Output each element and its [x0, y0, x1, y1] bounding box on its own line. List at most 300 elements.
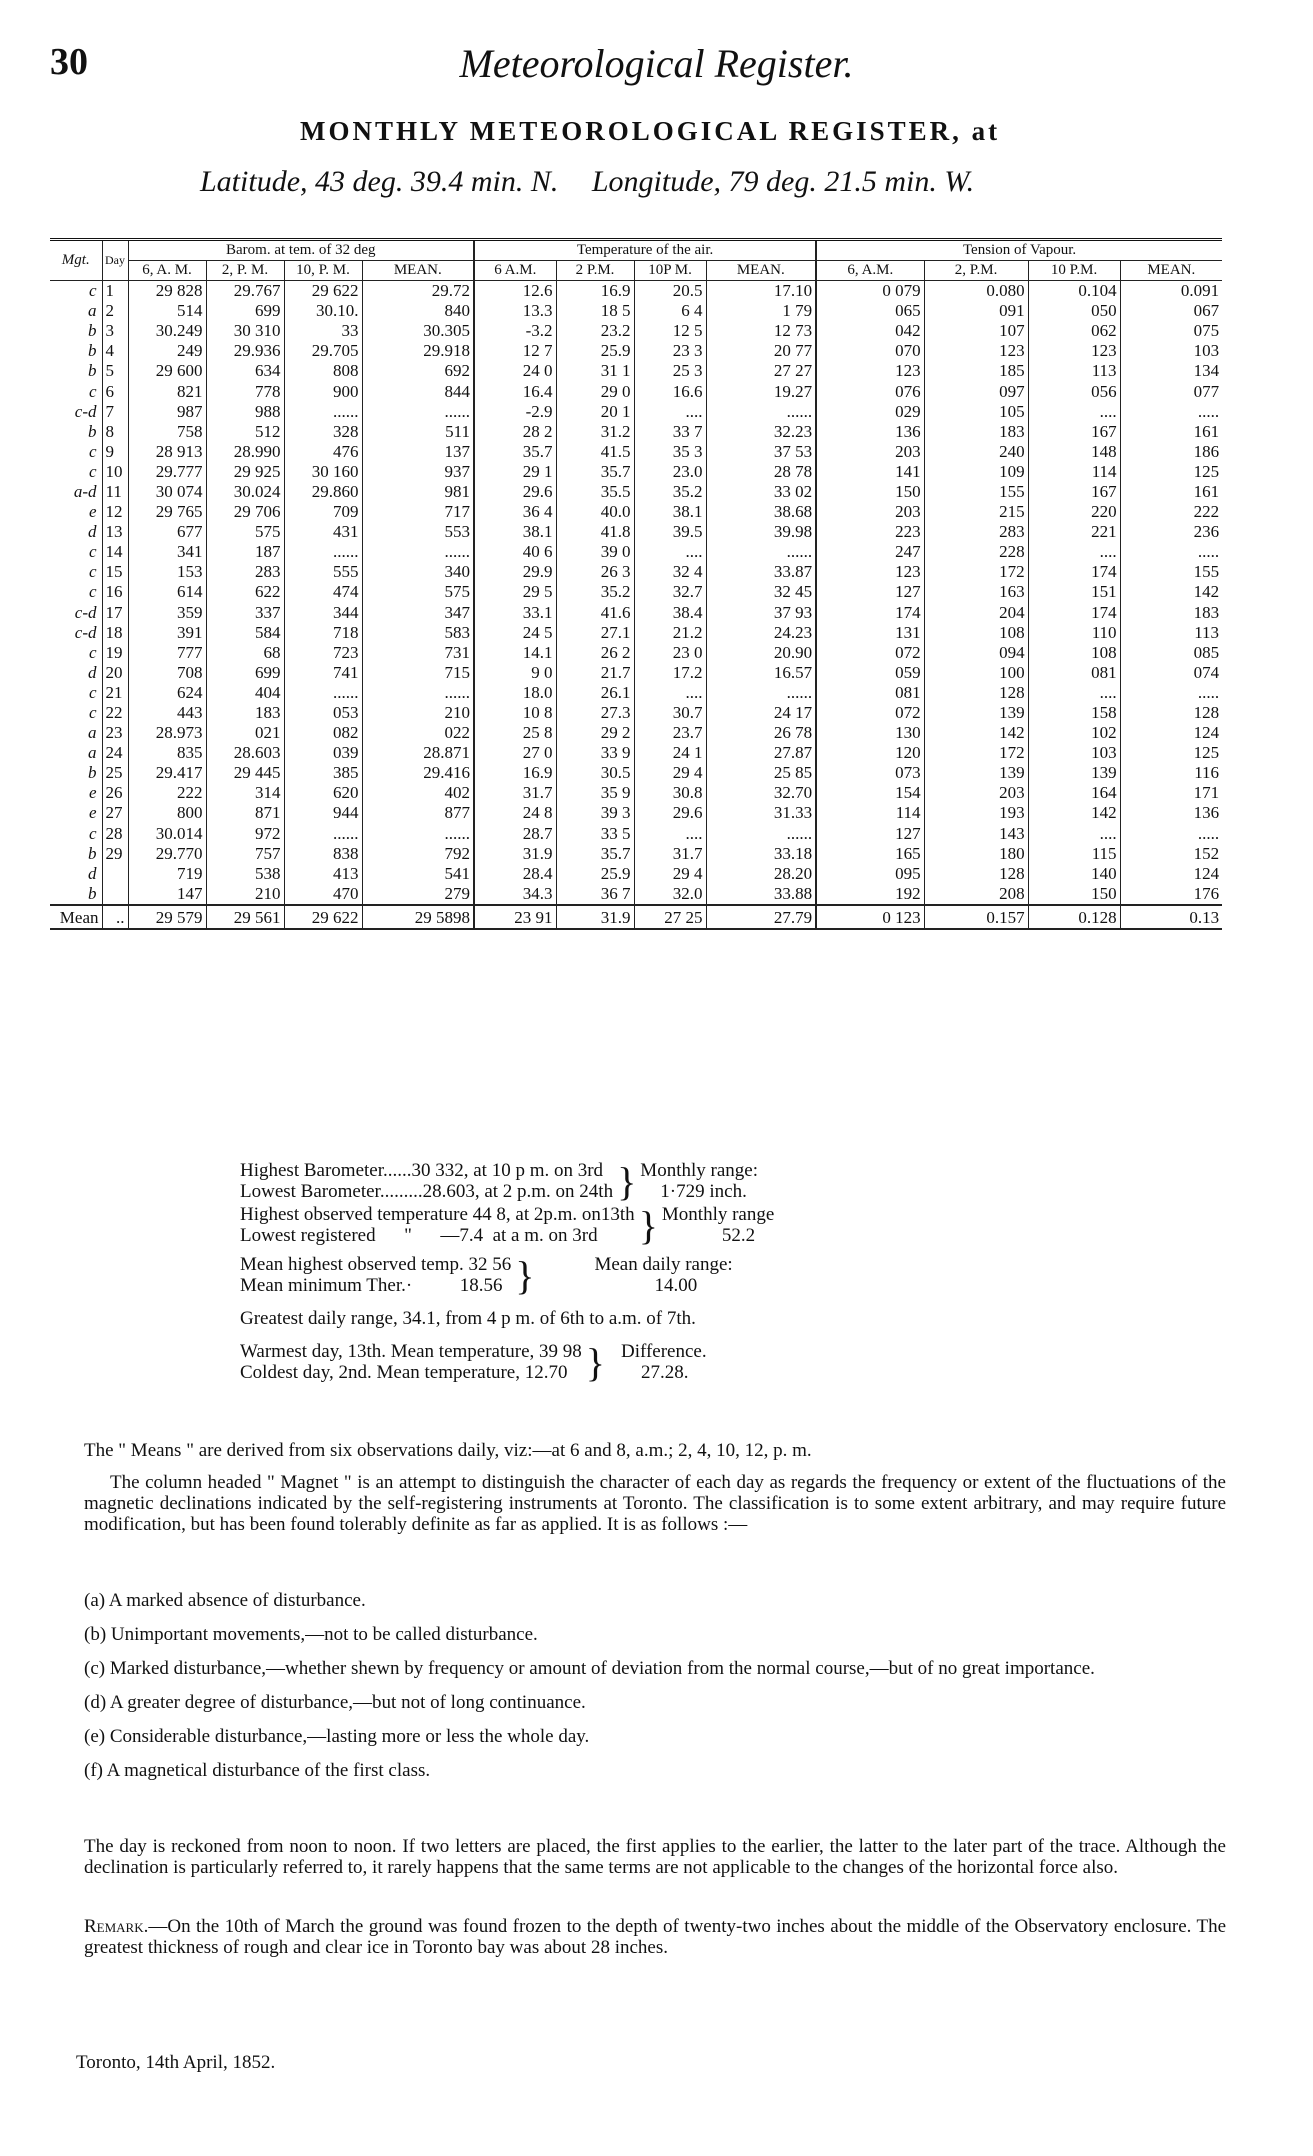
value-cell: 143 [924, 824, 1028, 844]
value-cell: 24 5 [474, 623, 556, 643]
value-cell: 29 828 [128, 281, 206, 302]
list-item: (b) Unimportant movements,—not to be called disturbance. [84, 1624, 538, 1645]
value-cell: 152 [1120, 844, 1222, 864]
value-cell: 25.9 [556, 341, 634, 361]
value-cell: 33.1 [474, 603, 556, 623]
value-cell: 514 [128, 301, 206, 321]
value-cell: 29 600 [128, 361, 206, 381]
value-cell: .... [634, 683, 706, 703]
table-row [50, 663, 1222, 683]
value-cell: 1 79 [706, 301, 816, 321]
value-cell: 719 [128, 864, 206, 884]
value-cell: 29 4 [634, 864, 706, 884]
register-body [50, 281, 1222, 930]
value-cell: ...... [706, 402, 816, 422]
barometer-range-value: 1·729 inch. [660, 1181, 747, 1202]
value-cell: 38.68 [706, 502, 816, 522]
value-cell: 29 622 [284, 281, 362, 302]
table-row [50, 864, 1222, 884]
value-cell: 24 0 [474, 361, 556, 381]
value-cell: 359 [128, 603, 206, 623]
mean-range-label: Mean daily range: [594, 1254, 733, 1275]
value-cell: 31 1 [556, 361, 634, 381]
value-cell: 124 [1120, 723, 1222, 743]
day-cell: 11 [102, 482, 128, 502]
value-cell: 23.0 [634, 462, 706, 482]
value-cell: 110 [1028, 623, 1120, 643]
value-cell: 36 7 [556, 884, 634, 905]
value-cell: 223 [816, 522, 924, 542]
value-cell: 125 [1120, 743, 1222, 763]
value-cell: 100 [924, 663, 1028, 683]
value-cell: 758 [128, 422, 206, 442]
value-cell: 249 [128, 341, 206, 361]
mean-row [50, 905, 1222, 929]
column-header: 6, A.M. [816, 261, 924, 281]
value-cell: 221 [1028, 522, 1120, 542]
barometer-range-label: Monthly range: [640, 1160, 758, 1181]
day-cell: 2 [102, 301, 128, 321]
value-cell: 021 [206, 723, 284, 743]
value-cell: 161 [1120, 422, 1222, 442]
header-vapour: Tension of Vapour. [816, 240, 1222, 261]
value-cell: 134 [1120, 361, 1222, 381]
mean-cell: 29 622 [284, 905, 362, 929]
table-row [50, 723, 1222, 743]
magnet-cell: c [88, 823, 97, 843]
magnet-cell: e [88, 783, 97, 803]
value-cell: ...... [284, 824, 362, 844]
value-cell: 624 [128, 683, 206, 703]
magnet-cell: c-d [74, 401, 97, 421]
value-cell: 29.860 [284, 482, 362, 502]
value-cell: 328 [284, 422, 362, 442]
list-item: (a) A marked absence of disturbance. [84, 1590, 366, 1611]
value-cell: 33 [284, 321, 362, 341]
value-cell: 203 [816, 442, 924, 462]
value-cell: 723 [284, 643, 362, 663]
value-cell: 32.23 [706, 422, 816, 442]
value-cell: 699 [206, 301, 284, 321]
value-cell: 39 0 [556, 542, 634, 562]
value-cell: 900 [284, 381, 362, 401]
value-cell: 131 [816, 623, 924, 643]
mean-cell: 0 123 [816, 905, 924, 929]
value-cell: 150 [1028, 884, 1120, 905]
table-row [50, 281, 1222, 302]
value-cell: 31.33 [706, 803, 816, 823]
value-cell: 39.5 [634, 522, 706, 542]
day-cell: 19 [102, 643, 128, 663]
day-cell: 5 [102, 361, 128, 381]
value-cell: 33 02 [706, 482, 816, 502]
value-cell: 050 [1028, 301, 1120, 321]
value-cell: 41.5 [556, 442, 634, 462]
value-cell: 622 [206, 582, 284, 602]
column-header: 2, P.M. [924, 261, 1028, 281]
value-cell: 039 [284, 743, 362, 763]
value-cell: 103 [1028, 743, 1120, 763]
value-cell: 38.4 [634, 603, 706, 623]
value-cell: 127 [816, 824, 924, 844]
value-cell: 16.6 [634, 381, 706, 401]
value-cell: 142 [1028, 803, 1120, 823]
magnet-cell: d [88, 662, 97, 682]
day-cell: 24 [102, 743, 128, 763]
magnet-cell: c-d [74, 602, 97, 622]
mean-cell: 27.79 [706, 905, 816, 929]
value-cell: 391 [128, 623, 206, 643]
magnet-cell: c [88, 542, 97, 562]
value-cell: ...... [284, 402, 362, 422]
value-cell: 220 [1028, 502, 1120, 522]
value-cell: ..... [1120, 542, 1222, 562]
table-row [50, 562, 1222, 582]
value-cell: 17.10 [706, 281, 816, 302]
value-cell: 575 [206, 522, 284, 542]
value-cell: 127 [816, 582, 924, 602]
value-cell: 208 [924, 884, 1028, 905]
mean-cell: 29 561 [206, 905, 284, 929]
table-row [50, 582, 1222, 602]
day-cell: 6 [102, 381, 128, 401]
day-cell: 26 [102, 783, 128, 803]
day-cell: 7 [102, 402, 128, 422]
table-row [50, 603, 1222, 623]
value-cell: 203 [816, 502, 924, 522]
value-cell: 21.2 [634, 623, 706, 643]
table-row [50, 803, 1222, 823]
value-cell: 29.9 [474, 562, 556, 582]
value-cell: ...... [706, 683, 816, 703]
day-cell: 21 [102, 683, 128, 703]
magnet-cell: b [88, 883, 97, 903]
value-cell: 113 [1120, 623, 1222, 643]
value-cell: 40 6 [474, 542, 556, 562]
value-cell: 174 [816, 603, 924, 623]
magnet-cell: c [88, 682, 97, 702]
value-cell: 14.1 [474, 643, 556, 663]
value-cell: 33 5 [556, 824, 634, 844]
magnet-cell: b [88, 421, 97, 441]
magnet-cell: c [88, 703, 97, 723]
table-row [50, 442, 1222, 462]
value-cell: 28.603 [206, 743, 284, 763]
value-cell: 065 [816, 301, 924, 321]
value-cell: 139 [1028, 763, 1120, 783]
value-cell: 838 [284, 844, 362, 864]
table-row [50, 522, 1222, 542]
value-cell: 102 [1028, 723, 1120, 743]
highest-temperature: Highest observed temperature 44 8, at 2p.m. on13th [240, 1204, 635, 1225]
magnet-cell: e [88, 502, 97, 522]
magnet-cell: a [88, 301, 97, 321]
value-cell: 35 9 [556, 783, 634, 803]
value-cell: 26 78 [706, 723, 816, 743]
magnet-cell: b [88, 341, 97, 361]
value-cell: 16.9 [556, 281, 634, 302]
value-cell: 431 [284, 522, 362, 542]
value-cell: 130 [816, 723, 924, 743]
lowest-barometer: Lowest Barometer.........28.603, at 2 p.m. on 24th [240, 1181, 614, 1202]
value-cell: 081 [816, 683, 924, 703]
value-cell: 32.70 [706, 783, 816, 803]
value-cell: 140 [1028, 864, 1120, 884]
value-cell: 30.024 [206, 482, 284, 502]
magnet-cell: d [88, 522, 97, 542]
value-cell: 33 9 [556, 743, 634, 763]
value-cell: 283 [206, 562, 284, 582]
value-cell: 34.3 [474, 884, 556, 905]
value-cell: 116 [1120, 763, 1222, 783]
value-cell: 32.7 [634, 582, 706, 602]
header-mgt: Mgt. [50, 240, 102, 281]
value-cell: 26 2 [556, 643, 634, 663]
value-cell: 27 27 [706, 361, 816, 381]
value-cell: 094 [924, 643, 1028, 663]
value-cell: 708 [128, 663, 206, 683]
value-cell: 279 [362, 884, 474, 905]
value-cell: 33.18 [706, 844, 816, 864]
value-cell: 105 [924, 402, 1028, 422]
value-cell: ...... [706, 824, 816, 844]
value-cell: 692 [362, 361, 474, 381]
value-cell: 108 [1028, 643, 1120, 663]
value-cell: 24 8 [474, 803, 556, 823]
value-cell: 163 [924, 582, 1028, 602]
value-cell: 17.2 [634, 663, 706, 683]
value-cell: 062 [1028, 321, 1120, 341]
table-row [50, 341, 1222, 361]
value-cell: 236 [1120, 522, 1222, 542]
brace-icon: } [585, 1339, 605, 1385]
value-cell: 120 [816, 743, 924, 763]
day-cell [102, 864, 128, 884]
value-cell: 123 [816, 562, 924, 582]
value-cell: 075 [1120, 321, 1222, 341]
value-cell: 30 310 [206, 321, 284, 341]
value-cell: 077 [1120, 381, 1222, 401]
remark-text: —On the 10th of March the ground was found frozen to the depth of twenty-two inches about the middle of the Observatory enclosure. The greatest thickness of rough and clear ice in Toronto bay was about 28 inches. [84, 1916, 1226, 1958]
value-cell: 164 [1028, 783, 1120, 803]
value-cell: .... [634, 402, 706, 422]
magnet-cell: b [88, 321, 97, 341]
signature: Toronto, 14th April, 1852. [76, 2052, 276, 2073]
value-cell: 620 [284, 783, 362, 803]
value-cell: 39.98 [706, 522, 816, 542]
table-row [50, 422, 1222, 442]
column-header: 2 P.M. [556, 261, 634, 281]
column-header: MEAN. [1120, 261, 1222, 281]
value-cell: 39 3 [556, 803, 634, 823]
magnet-cell: c [88, 562, 97, 582]
value-cell: 27.1 [556, 623, 634, 643]
value-cell: 29.72 [362, 281, 474, 302]
summary-block [240, 1160, 774, 1383]
value-cell: 10 8 [474, 703, 556, 723]
value-cell: 074 [1120, 663, 1222, 683]
value-cell: 29.6 [474, 482, 556, 502]
value-cell: 25 3 [634, 361, 706, 381]
value-cell: 28 913 [128, 442, 206, 462]
value-cell: 23 0 [634, 643, 706, 663]
value-cell: 114 [816, 803, 924, 823]
day-cell [102, 884, 128, 905]
value-cell: 247 [816, 542, 924, 562]
value-cell: 24.23 [706, 623, 816, 643]
day-cell: 23 [102, 723, 128, 743]
value-cell: 29 765 [128, 502, 206, 522]
value-cell: 28.871 [362, 743, 474, 763]
value-cell: 128 [924, 864, 1028, 884]
difference-label: Difference. [620, 1341, 707, 1362]
column-header-row [50, 261, 1222, 281]
value-cell: 12 5 [634, 321, 706, 341]
brace-icon: } [617, 1158, 637, 1204]
value-cell: 16.4 [474, 381, 556, 401]
value-cell: 072 [816, 643, 924, 663]
value-cell: -2.9 [474, 402, 556, 422]
warmest-day: Warmest day, 13th. Mean temperature, 39 98 [240, 1341, 582, 1362]
value-cell: ...... [362, 683, 474, 703]
magnet-cell: a-d [73, 481, 97, 501]
header-barometer: Barom. at tem. of 32 deg [128, 240, 474, 261]
classification-list [84, 1590, 1226, 1794]
value-cell: 385 [284, 763, 362, 783]
value-cell: 29 0 [556, 381, 634, 401]
value-cell: 35.7 [556, 462, 634, 482]
value-cell: 137 [362, 442, 474, 462]
value-cell: 29.777 [128, 462, 206, 482]
value-cell: 29.918 [362, 341, 474, 361]
value-cell: 614 [128, 582, 206, 602]
magnet-cell: c [88, 461, 97, 481]
value-cell: 972 [206, 824, 284, 844]
day-cell: 10 [102, 462, 128, 482]
value-cell: 123 [816, 361, 924, 381]
value-cell: 717 [362, 502, 474, 522]
value-cell: 183 [1120, 603, 1222, 623]
greatest-range: Greatest daily range, 34.1, from 4 p m. of 6th to a.m. of 7th. [240, 1308, 696, 1329]
value-cell: 6 4 [634, 301, 706, 321]
table-row [50, 301, 1222, 321]
value-cell: 41.8 [556, 522, 634, 542]
value-cell: 203 [924, 783, 1028, 803]
value-cell: 474 [284, 582, 362, 602]
value-cell: 142 [924, 723, 1028, 743]
mean-highest: Mean highest observed temp. 32 56 [240, 1254, 512, 1275]
value-cell: 228 [924, 542, 1028, 562]
magnet-cell: b [88, 361, 97, 381]
value-cell: 155 [924, 482, 1028, 502]
value-cell: 16.57 [706, 663, 816, 683]
value-cell: 27.3 [556, 703, 634, 723]
value-cell: 28 78 [706, 462, 816, 482]
value-cell: 210 [362, 703, 474, 723]
value-cell: 30.305 [362, 321, 474, 341]
value-cell: 512 [206, 422, 284, 442]
table-row [50, 884, 1222, 905]
value-cell: 29 706 [206, 502, 284, 522]
value-cell: 136 [816, 422, 924, 442]
day-cell: 17 [102, 603, 128, 623]
value-cell: 12.6 [474, 281, 556, 302]
value-cell: .... [634, 542, 706, 562]
value-cell: 35.7 [474, 442, 556, 462]
value-cell: 30.7 [634, 703, 706, 723]
value-cell: 29.6 [634, 803, 706, 823]
value-cell: 158 [1028, 703, 1120, 723]
value-cell: 128 [924, 683, 1028, 703]
table-row [50, 381, 1222, 401]
value-cell: 139 [924, 703, 1028, 723]
value-cell: 31.7 [474, 783, 556, 803]
magnet-cell: c [88, 281, 97, 301]
value-cell: 28.973 [128, 723, 206, 743]
value-cell: 167 [1028, 422, 1120, 442]
day-cell: 29 [102, 844, 128, 864]
warm-cold-summary [240, 1341, 774, 1383]
day-cell: 15 [102, 562, 128, 582]
value-cell: 944 [284, 803, 362, 823]
value-cell: 124 [1120, 864, 1222, 884]
value-cell: 24 1 [634, 743, 706, 763]
day-note: The day is reckoned from noon to noon. If two letters are placed, the first applies to the earlier, the latter to the later part of the trace. Although the declination is particularly referred to, it rarely happens that the same terms are not applicable to the changes of the horizontal force also. [84, 1836, 1226, 1878]
value-cell: 30 160 [284, 462, 362, 482]
magnet-note: The column headed " Magnet " is an attempt to distinguish the character of each day as regards the frequency or extent of the fluctuations of the magnetic declinations indicated by the self-registering instruments at Toronto. The classification is to some extent arbitrary, and may require future modification, but has been found tolerably definite as far as applied. It is as follows :— [84, 1472, 1226, 1535]
value-cell: 35.5 [556, 482, 634, 502]
day-cell: 27 [102, 803, 128, 823]
value-cell: 108 [924, 623, 1028, 643]
value-cell: 821 [128, 381, 206, 401]
value-cell: 40.0 [556, 502, 634, 522]
value-cell: 174 [1028, 562, 1120, 582]
day-cell: 3 [102, 321, 128, 341]
mean-cell: 23 91 [474, 905, 556, 929]
value-cell: 340 [362, 562, 474, 582]
value-cell: 193 [924, 803, 1028, 823]
value-cell: 553 [362, 522, 474, 542]
value-cell: 699 [206, 663, 284, 683]
value-cell: 29.936 [206, 341, 284, 361]
value-cell: 840 [362, 301, 474, 321]
list-item: (d) A greater degree of disturbance,—but not of long continuance. [84, 1692, 586, 1713]
value-cell: 443 [128, 703, 206, 723]
value-cell: 29 925 [206, 462, 284, 482]
value-cell: 21.7 [556, 663, 634, 683]
value-cell: 192 [816, 884, 924, 905]
value-cell: 28.20 [706, 864, 816, 884]
value-cell: 148 [1028, 442, 1120, 462]
value-cell: 125 [1120, 462, 1222, 482]
value-cell: 123 [1028, 341, 1120, 361]
value-cell: 172 [924, 743, 1028, 763]
remark-label: Remark. [84, 1916, 149, 1937]
brace-icon: } [638, 1202, 658, 1248]
value-cell: 23 3 [634, 341, 706, 361]
value-cell: 240 [924, 442, 1028, 462]
magnet-cell: c-d [74, 622, 97, 642]
highest-barometer: Highest Barometer......30 332, at 10 p m. on 3rd [240, 1160, 604, 1181]
table-row [50, 824, 1222, 844]
value-cell: 095 [816, 864, 924, 884]
value-cell: 25 85 [706, 763, 816, 783]
value-cell: 167 [1028, 482, 1120, 502]
magnet-cell: a [88, 743, 97, 763]
value-cell: .... [1028, 542, 1120, 562]
value-cell: 27.87 [706, 743, 816, 763]
value-cell: 757 [206, 844, 284, 864]
